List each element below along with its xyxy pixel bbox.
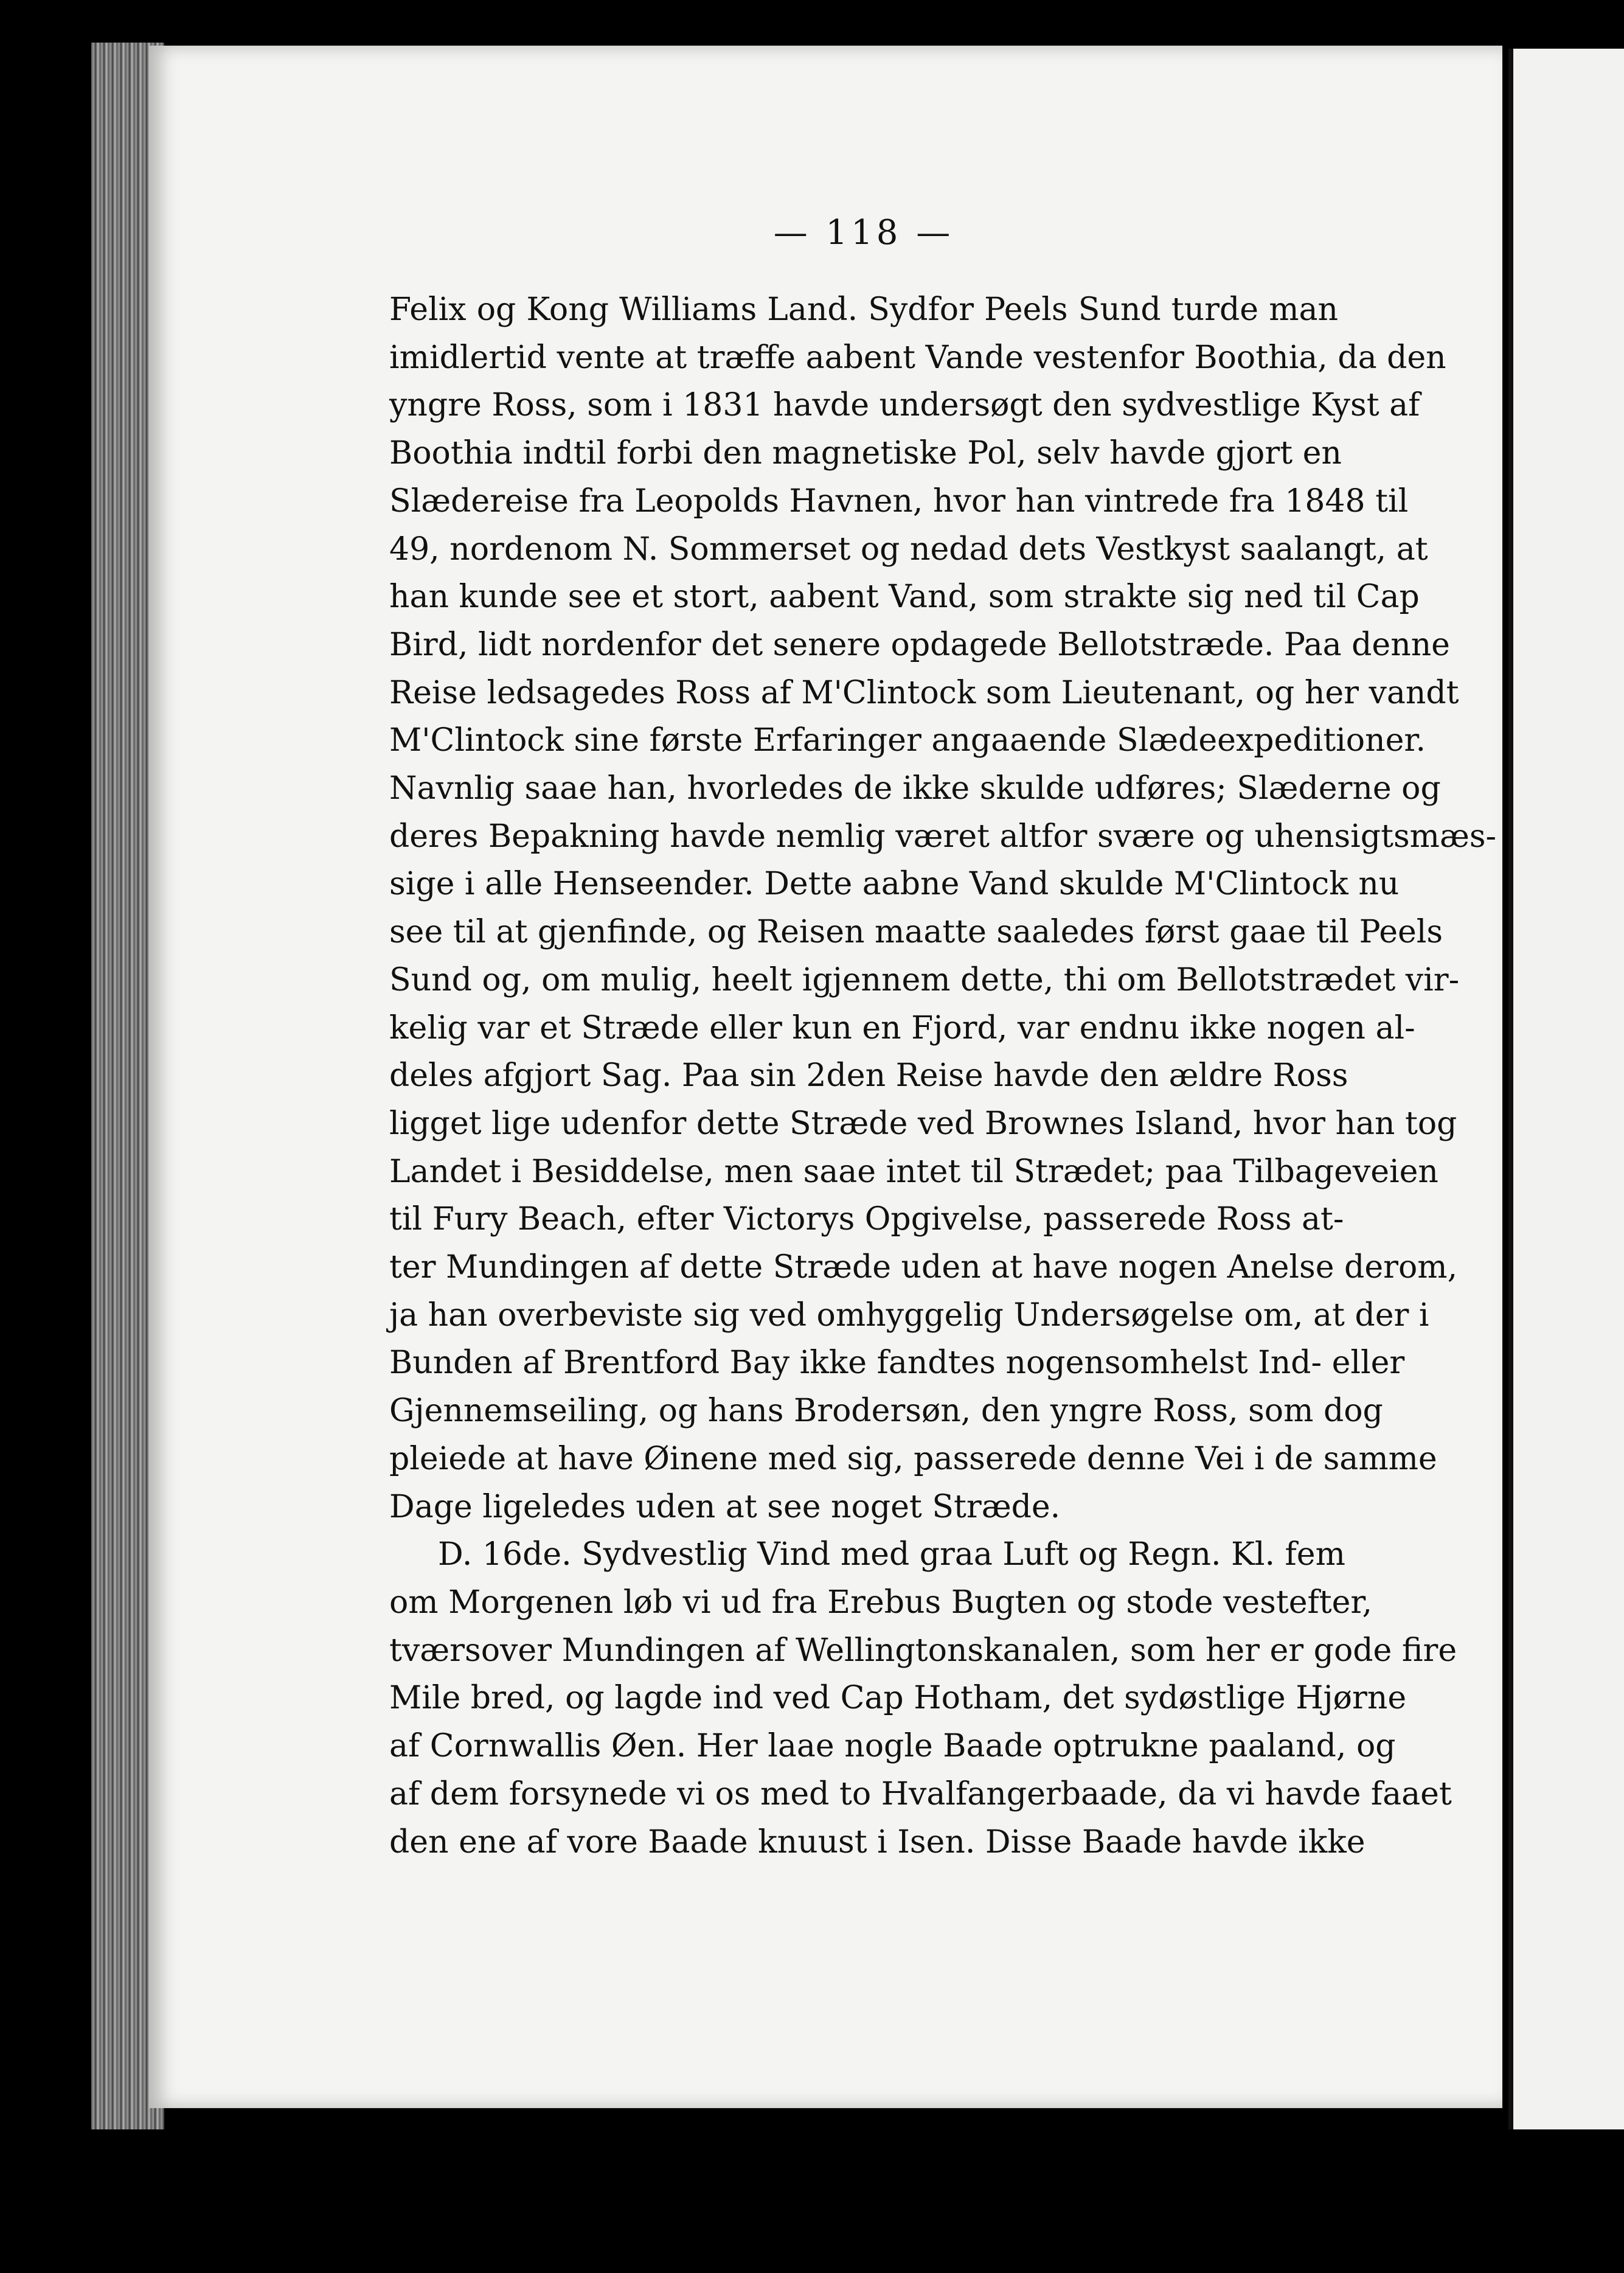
text-line: yngre Ross, som i 1831 havde undersøgt den sydvestlige Kyst af	[389, 387, 1420, 424]
text-line: sige i alle Henseender. Dette aabne Vand skulde M'Clintock nu	[389, 866, 1400, 903]
text-line: ja han overbeviste sig ved omhyggelig Undersøgelse om, at der i	[389, 1297, 1429, 1334]
text-line: 49, nordenom N. Sommerset og nedad dets Vestkyst saalangt, at	[389, 531, 1428, 568]
text-line: om Morgenen løb vi ud fra Erebus Bugten og stode vestefter,	[389, 1584, 1373, 1621]
text-line: Gjennemseiling, og hans Brodersøn, den yngre Ross, som dog	[389, 1393, 1383, 1430]
text-line: Bunden af Brentford Bay ikke fandtes nogensomhelst Ind- eller	[389, 1345, 1405, 1382]
text-line: Navnlig saae han, hvorledes de ikke skulde udføres; Slæderne og	[389, 770, 1441, 807]
text-line: af dem forsynede vi os med to Hvalfangerbaade, da vi havde faaet	[389, 1775, 1452, 1812]
text-line: Bird, lidt nordenfor det senere opdagede Bellotstræde. Paa denne	[389, 626, 1450, 663]
text-line: af Cornwallis Øen. Her laae nogle Baade optrukne paaland, og	[389, 1728, 1396, 1765]
text-line: Dage ligeledes uden at see noget Stræde.	[389, 1488, 1061, 1525]
text-line: til Fury Beach, efter Victorys Opgivelse, passerede Ross at-	[389, 1201, 1344, 1238]
text-line: ter Mundingen af dette Stræde uden at have nogen Anelse derom,	[389, 1249, 1458, 1286]
text-line: tværsover Mundingen af Wellingtonskanalen, som her er gode fire	[389, 1632, 1457, 1669]
text-line: Mile bred, og lagde ind ved Cap Hotham, det sydøstlige Hjørne	[389, 1680, 1407, 1717]
text-line: Sund og, om mulig, heelt igjennem dette, thi om Bellotstrædet vir-	[389, 961, 1460, 998]
text-line: han kunde see et stort, aabent Vand, som strakte sig ned til Cap	[389, 579, 1420, 616]
text-line: pleiede at have Øinene med sig, passerede denne Vei i de samme	[389, 1440, 1437, 1477]
body-text	[389, 286, 1497, 1866]
text-line: M'Clintock sine første Erfaringer angaaende Slædeexpeditioner.	[389, 722, 1426, 759]
text-line: Felix og Kong Williams Land. Sydfor Peels Sund turde man	[389, 291, 1338, 328]
text-line: ligget lige udenfor dette Stræde ved Brownes Island, hvor han tog	[389, 1105, 1457, 1142]
text-line: deles afgjort Sag. Paa sin 2den Reise havde den ældre Ross	[389, 1057, 1348, 1095]
adjacent-page-edge	[1508, 49, 1624, 2129]
text-line: imidlertid vente at træffe aabent Vande vestenfor Boothia, da den	[389, 339, 1446, 376]
text-line: den ene af vore Baade knuust i Isen. Disse Baade havde ikke	[389, 1823, 1365, 1861]
text-line: D. 16de. Sydvestlig Vind med graa Luft og Regn. Kl. fem	[438, 1536, 1345, 1573]
text-line: deres Bepakning havde nemlig været altfor svære og uhensigtsmæs-	[389, 818, 1497, 855]
text-line: Landet i Besiddelse, men saae intet til Strædet; paa Tilbageveien	[389, 1153, 1438, 1190]
page-number: — 118 —	[773, 213, 954, 252]
text-line: Slædereise fra Leopolds Havnen, hvor han vintrede fra 1848 til	[389, 482, 1409, 520]
text-line: kelig var et Stræde eller kun en Fjord, var endnu ikke nogen al-	[389, 1009, 1415, 1046]
text-line: Reise ledsagedes Ross af M'Clintock som Lieutenant, og her vandt	[389, 674, 1459, 711]
text-line: Boothia indtil forbi den magnetiske Pol, selv havde gjort en	[389, 435, 1342, 472]
text-line: see til at gjenfinde, og Reisen maatte saaledes først gaae til Peels	[389, 914, 1443, 951]
